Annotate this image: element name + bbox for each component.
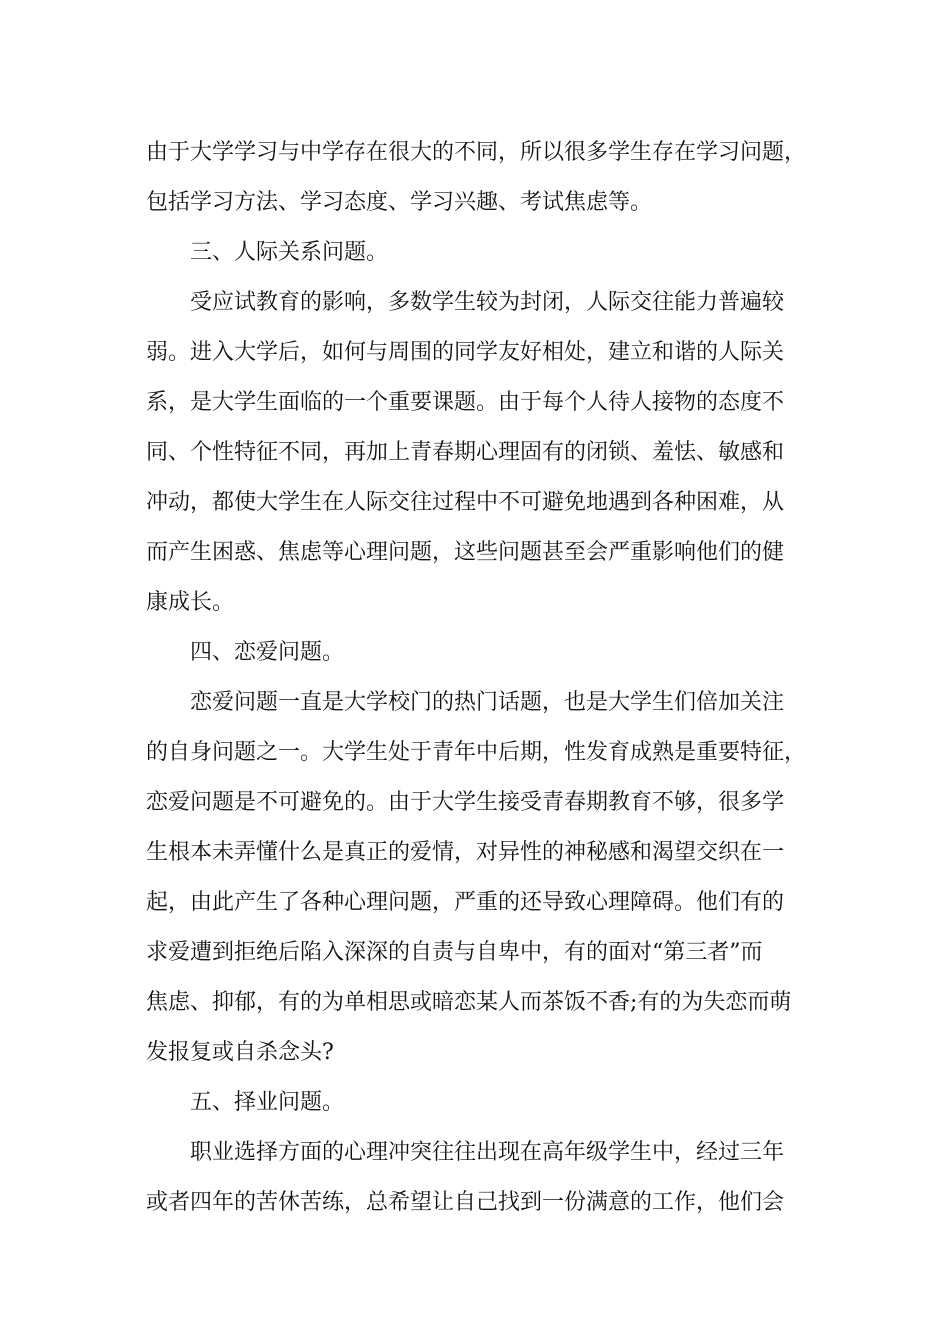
- text-line: 发报复或自杀念头?: [146, 1040, 334, 1065]
- text-line: 冲动，都使大学生在人际交往过程中不可避免地遇到各种困难，从: [146, 490, 785, 515]
- section-heading: 三、人际关系问题。: [190, 240, 389, 265]
- text-line: 求爱遭到拒绝后陷入深深的自责与自卑中，有的面对“第三者”而: [146, 940, 763, 965]
- section-heading: 五、择业问题。: [190, 1090, 345, 1115]
- text-line: 恋爱问题是不可避免的。由于大学生接受青春期教育不够，很多学: [146, 790, 785, 815]
- section-heading: 四、恋爱问题。: [190, 640, 345, 665]
- text-line: 恋爱问题一直是大学校门的热门话题，也是大学生们倍加关注: [190, 690, 785, 715]
- text-line: 系，是大学生面临的一个重要课题。由于每个人待人接物的态度不: [146, 390, 785, 415]
- text-line: 的自身问题之一。大学生处于青年中后期，性发育成熟是重要特征，: [146, 740, 807, 765]
- text-line: 或者四年的苦休苦练，总希望让自己找到一份满意的工作，他们会: [146, 1190, 785, 1215]
- text-line: 康成长。: [146, 590, 235, 615]
- text-line: 由于大学学习与中学存在很大的不同，所以很多学生存在学习问题，: [146, 140, 807, 165]
- text-line: 生根本未弄懂什么是真正的爱情，对异性的神秘感和渴望交织在一: [146, 840, 785, 865]
- document-body: [146, 128, 806, 1228]
- text-line: 弱。进入大学后，如何与周围的同学友好相处，建立和谐的人际关: [146, 340, 785, 365]
- text-line: 焦虑、抑郁，有的为单相思或暗恋某人而茶饭不香;有的为失恋而萌: [146, 990, 792, 1015]
- text-line: 起，由此产生了各种心理问题，严重的还导致心理障碍。他们有的: [146, 890, 785, 915]
- text-line: 而产生困惑、焦虑等心理问题，这些问题甚至会严重影响他们的健: [146, 540, 785, 565]
- text-line: 职业选择方面的心理冲突往往出现在高年级学生中，经过三年: [190, 1140, 785, 1165]
- text-line: 受应试教育的影响，多数学生较为封闭，人际交往能力普遍较: [190, 290, 785, 315]
- text-line: 包括学习方法、学习态度、学习兴趣、考试焦虑等。: [146, 190, 653, 215]
- text-line: 同、个性特征不同，再加上青春期心理固有的闭锁、羞怯、敏感和: [146, 440, 785, 465]
